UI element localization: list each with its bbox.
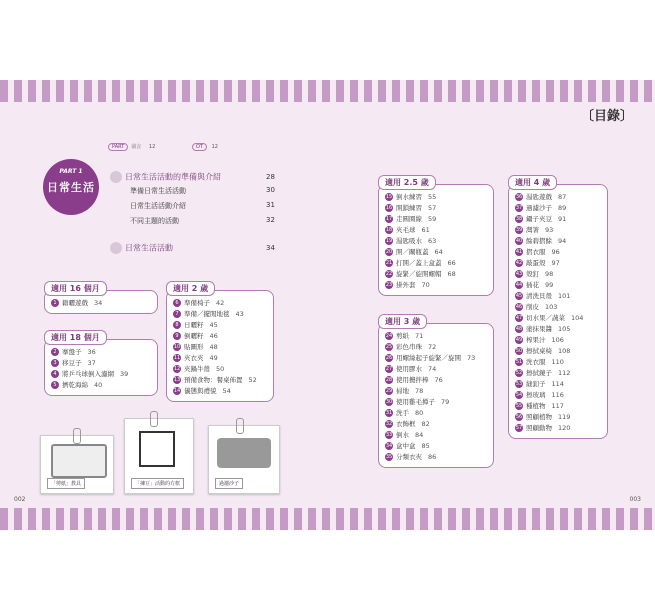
list-item[interactable] bbox=[385, 280, 487, 291]
group-box bbox=[378, 184, 494, 296]
item-number: 18 bbox=[385, 227, 393, 233]
item-title: 開／關瓶蓋 bbox=[396, 248, 429, 256]
intro-tag-page: 12 bbox=[148, 144, 156, 150]
book-spread bbox=[0, 80, 655, 530]
item-page: 93 bbox=[545, 226, 554, 234]
item-title: 使用膠水 bbox=[396, 365, 422, 373]
item-number: 13 bbox=[173, 377, 181, 383]
item-number: 31 bbox=[385, 410, 393, 416]
item-number: 15 bbox=[385, 194, 393, 200]
part-label: PART 1 bbox=[59, 168, 83, 175]
group-2-5y bbox=[378, 170, 494, 296]
list-item[interactable] bbox=[515, 269, 601, 280]
item-page: 39 bbox=[120, 370, 129, 378]
list-item[interactable] bbox=[51, 347, 151, 358]
item-number: 3 bbox=[51, 359, 59, 367]
list-item[interactable] bbox=[515, 335, 601, 346]
group-title: 適用 2.5 歲 bbox=[378, 175, 436, 190]
list-item[interactable] bbox=[385, 342, 487, 353]
list-item[interactable] bbox=[385, 236, 487, 247]
item-page: 34 bbox=[94, 299, 103, 307]
toc-head-1-text: 日常生活活動的準備與介紹 bbox=[125, 172, 221, 182]
item-page: 99 bbox=[545, 281, 554, 289]
list-item[interactable] bbox=[515, 302, 601, 313]
item-page: 101 bbox=[558, 292, 571, 300]
item-title: 倒曬籽 bbox=[184, 332, 204, 340]
item-title: 搴盤子 bbox=[62, 348, 82, 356]
item-number: 17 bbox=[385, 216, 393, 222]
item-number: 22 bbox=[385, 271, 393, 277]
item-number: 20 bbox=[385, 249, 393, 255]
item-title: 插花 bbox=[526, 281, 539, 289]
item-title: 籍曬遊戲 bbox=[62, 299, 88, 307]
group-title: 適用 3 歲 bbox=[378, 314, 427, 329]
group-3y bbox=[378, 309, 494, 468]
item-number: 41 bbox=[515, 249, 523, 255]
list-item[interactable] bbox=[515, 324, 601, 335]
group-2y bbox=[166, 276, 274, 402]
list-item[interactable] bbox=[515, 291, 601, 302]
item-number: 11 bbox=[173, 355, 181, 361]
sand-tray-image bbox=[217, 438, 271, 468]
item-title: 塗抹果醬 bbox=[526, 325, 552, 333]
list-item[interactable] bbox=[385, 452, 487, 463]
toc-head-1[interactable] bbox=[110, 171, 221, 183]
item-page: 84 bbox=[415, 431, 424, 439]
item-title: 日曬籽 bbox=[184, 321, 204, 329]
item-page: 96 bbox=[551, 248, 560, 256]
item-title: 照顧動物 bbox=[526, 424, 552, 432]
item-title: 清洗貝殼 bbox=[526, 292, 552, 300]
item-page: 48 bbox=[209, 343, 218, 351]
item-title: 夾衣夾 bbox=[184, 354, 204, 362]
item-number: 32 bbox=[385, 421, 393, 427]
item-page: 66 bbox=[447, 259, 456, 267]
toc-row-4-text: 不同主題的活動 bbox=[130, 217, 179, 225]
item-number: 45 bbox=[515, 293, 523, 299]
item-number: 26 bbox=[385, 355, 393, 361]
list-item[interactable] bbox=[173, 386, 267, 397]
list-item[interactable] bbox=[173, 320, 267, 331]
item-page: 86 bbox=[428, 453, 437, 461]
item-number: 4 bbox=[51, 370, 59, 378]
item-number: 42 bbox=[515, 260, 523, 266]
list-item[interactable] bbox=[385, 203, 487, 214]
item-title: 打開／蓋上盒蓋 bbox=[396, 259, 442, 267]
item-page: 103 bbox=[545, 303, 558, 311]
item-page: 70 bbox=[421, 281, 430, 289]
list-item[interactable] bbox=[515, 313, 601, 324]
item-page: 71 bbox=[415, 332, 424, 340]
item-number: 10 bbox=[173, 344, 181, 350]
item-title: 擦拭鏡子 bbox=[526, 369, 552, 377]
toc-head-1-page: 28 bbox=[266, 173, 275, 181]
intro-tag[interactable] bbox=[108, 143, 155, 151]
item-title: 縫釦子 bbox=[526, 380, 546, 388]
group-title: 適用 4 歲 bbox=[508, 175, 557, 190]
item-page: 112 bbox=[558, 369, 571, 377]
item-page: 64 bbox=[434, 248, 443, 256]
item-number: 6 bbox=[173, 299, 181, 307]
item-page: 94 bbox=[558, 237, 567, 245]
item-number: 49 bbox=[515, 337, 523, 343]
item-title: 旋緊／旋開螺帽 bbox=[396, 270, 442, 278]
item-number: 48 bbox=[515, 326, 523, 332]
item-page: 80 bbox=[415, 409, 424, 417]
list-item[interactable] bbox=[385, 353, 487, 364]
list-item[interactable] bbox=[515, 368, 601, 379]
item-page: 108 bbox=[558, 347, 571, 355]
item-title: 摺衣服 bbox=[526, 248, 546, 256]
list-item[interactable] bbox=[385, 247, 487, 258]
item-page: 97 bbox=[551, 259, 560, 267]
item-page: 110 bbox=[551, 358, 564, 366]
item-title: 夾毛球 bbox=[396, 226, 416, 234]
ot-tag-label: OT bbox=[192, 143, 207, 151]
list-item[interactable] bbox=[385, 258, 487, 269]
list-item[interactable] bbox=[173, 353, 267, 364]
paperclip-icon bbox=[236, 418, 244, 434]
part-badge bbox=[43, 159, 99, 215]
item-page: 42 bbox=[216, 299, 225, 307]
top-stripe bbox=[0, 80, 655, 102]
group-title: 適用 16 個月 bbox=[44, 281, 107, 296]
item-page: 45 bbox=[209, 321, 218, 329]
list-item[interactable] bbox=[173, 298, 267, 309]
item-number: 9 bbox=[173, 332, 181, 340]
item-title: 盒中盒 bbox=[396, 442, 416, 450]
page-number-left: 002 bbox=[14, 496, 26, 503]
item-number: 35 bbox=[385, 454, 393, 460]
list-item[interactable] bbox=[515, 357, 601, 368]
item-page: 91 bbox=[558, 215, 567, 223]
item-page: 82 bbox=[421, 420, 430, 428]
item-page: 50 bbox=[216, 365, 225, 373]
item-number: 27 bbox=[385, 366, 393, 372]
item-page: 114 bbox=[551, 380, 564, 388]
item-number: 19 bbox=[385, 238, 393, 244]
item-title: 倒水練習 bbox=[396, 193, 422, 201]
item-number: 47 bbox=[515, 315, 523, 321]
list-item[interactable] bbox=[515, 423, 601, 434]
list-item[interactable] bbox=[385, 331, 487, 342]
list-item[interactable] bbox=[51, 369, 151, 380]
list-item[interactable] bbox=[385, 225, 487, 236]
item-title: 榨果汁 bbox=[526, 336, 546, 344]
toc-row-3-text: 日常生活活動介紹 bbox=[130, 202, 186, 210]
item-title: 用螺絲起子旋緊／旋開 bbox=[396, 354, 461, 362]
item-number: 54 bbox=[515, 392, 523, 398]
item-title: 準備／擺閒地毯 bbox=[184, 310, 230, 318]
item-page: 98 bbox=[545, 270, 554, 278]
ot-tag-page: 12 bbox=[211, 144, 218, 150]
list-item[interactable] bbox=[385, 386, 487, 397]
list-item[interactable] bbox=[515, 258, 601, 269]
item-page: 59 bbox=[428, 215, 437, 223]
item-page: 37 bbox=[87, 359, 96, 367]
list-item[interactable] bbox=[515, 247, 601, 258]
group-16m bbox=[44, 276, 158, 314]
item-title: 預備食物：餐桌佈置 bbox=[184, 376, 243, 384]
item-title: 掛外套 bbox=[396, 281, 416, 289]
list-item[interactable] bbox=[515, 412, 601, 423]
toc-head-2-page: 34 bbox=[266, 244, 275, 252]
list-item[interactable] bbox=[385, 364, 487, 375]
list-item[interactable] bbox=[515, 379, 601, 390]
toc-row-3[interactable] bbox=[130, 201, 186, 211]
item-number: 21 bbox=[385, 260, 393, 266]
toc-head-2[interactable] bbox=[110, 242, 173, 254]
group-box bbox=[508, 184, 608, 439]
list-item[interactable] bbox=[51, 358, 151, 369]
page-number-right: 003 bbox=[629, 496, 641, 503]
group-title: 適用 18 個月 bbox=[44, 330, 107, 345]
item-number: 52 bbox=[515, 370, 523, 376]
item-number: 55 bbox=[515, 403, 523, 409]
item-number: 33 bbox=[385, 432, 393, 438]
item-number: 56 bbox=[515, 414, 523, 420]
item-page: 68 bbox=[447, 270, 456, 278]
list-item[interactable] bbox=[515, 390, 601, 401]
item-number: 30 bbox=[385, 399, 393, 405]
list-item[interactable] bbox=[515, 225, 601, 236]
item-title: 剪紙 bbox=[396, 332, 409, 340]
list-item[interactable] bbox=[173, 375, 267, 386]
item-number: 23 bbox=[385, 282, 393, 288]
item-number: 34 bbox=[385, 443, 393, 449]
list-item[interactable] bbox=[385, 375, 487, 386]
toc-row-2-text: 準備日常生活活動 bbox=[130, 187, 186, 195]
item-number: 50 bbox=[515, 348, 523, 354]
list-item[interactable] bbox=[51, 298, 151, 309]
toc-row-2-page: 30 bbox=[266, 186, 275, 194]
list-item[interactable] bbox=[515, 401, 601, 412]
list-item[interactable] bbox=[51, 380, 151, 391]
item-number: 29 bbox=[385, 388, 393, 394]
photo-caption: 過濾沙子 bbox=[215, 478, 243, 489]
item-number: 43 bbox=[515, 271, 523, 277]
ot-tag[interactable] bbox=[192, 143, 218, 151]
item-title: 擠乾海綿 bbox=[62, 381, 88, 389]
item-number: 39 bbox=[515, 227, 523, 233]
item-title: 餘碧摺餘 bbox=[526, 237, 552, 245]
part-name: 日常生活 bbox=[47, 181, 95, 194]
item-page: 120 bbox=[558, 424, 571, 432]
group-box bbox=[166, 290, 274, 402]
item-page: 49 bbox=[209, 354, 218, 362]
item-page: 78 bbox=[415, 387, 424, 395]
item-title: 照顧植物 bbox=[526, 413, 552, 421]
list-item[interactable] bbox=[385, 397, 487, 408]
page-title: 〔目錄〕 bbox=[580, 109, 633, 124]
item-number: 2 bbox=[51, 348, 59, 356]
item-title: 儀態與禮貌 bbox=[184, 387, 217, 395]
item-number: 44 bbox=[515, 282, 523, 288]
item-number: 38 bbox=[515, 216, 523, 222]
item-number: 37 bbox=[515, 205, 523, 211]
list-item[interactable] bbox=[173, 364, 267, 375]
list-item[interactable] bbox=[515, 192, 601, 203]
item-title: 掃地 bbox=[396, 387, 409, 395]
list-item[interactable] bbox=[385, 269, 487, 280]
item-number: 5 bbox=[51, 381, 59, 389]
item-title: 倒水 bbox=[396, 431, 409, 439]
item-number: 12 bbox=[173, 366, 181, 372]
item-page: 79 bbox=[441, 398, 450, 406]
list-item[interactable] bbox=[385, 430, 487, 441]
item-title: 開鎖練習 bbox=[396, 204, 422, 212]
item-title: 將乒乓球倒入濾網 bbox=[62, 370, 114, 378]
item-title: 過濾沙子 bbox=[526, 204, 552, 212]
item-page: 43 bbox=[235, 310, 244, 318]
item-title: 使用雞毛撢子 bbox=[396, 398, 435, 406]
item-number: 53 bbox=[515, 381, 523, 387]
photo-caption: 「揀豆」活動的方框 bbox=[131, 478, 184, 489]
item-page: 116 bbox=[551, 391, 564, 399]
item-title: 鑷子夾豆 bbox=[526, 215, 552, 223]
list-item[interactable] bbox=[515, 236, 601, 247]
item-number: 25 bbox=[385, 344, 393, 350]
item-title: 灣箸 bbox=[526, 226, 539, 234]
item-title: 種植物 bbox=[526, 402, 546, 410]
item-number: 28 bbox=[385, 377, 393, 383]
toc-row-3-page: 31 bbox=[266, 201, 275, 209]
item-number: 7 bbox=[173, 310, 181, 318]
item-number: 8 bbox=[173, 321, 181, 329]
item-page: 73 bbox=[467, 354, 476, 362]
bottom-stripe bbox=[0, 508, 655, 530]
child-icon bbox=[110, 242, 122, 254]
photo-caption: 「剪紙」教具 bbox=[47, 478, 85, 489]
item-number: 16 bbox=[385, 205, 393, 211]
list-item[interactable] bbox=[385, 408, 487, 419]
item-page: 54 bbox=[222, 387, 231, 395]
item-page: 85 bbox=[421, 442, 430, 450]
item-page: 76 bbox=[434, 376, 443, 384]
group-title: 適用 2 歲 bbox=[166, 281, 215, 296]
item-page: 89 bbox=[558, 204, 567, 212]
list-item[interactable] bbox=[515, 346, 601, 357]
item-title: 擦拭桌椅 bbox=[526, 347, 552, 355]
item-page: 63 bbox=[428, 237, 437, 245]
list-item[interactable] bbox=[515, 280, 601, 291]
item-page: 87 bbox=[558, 193, 567, 201]
list-item[interactable] bbox=[385, 214, 487, 225]
group-box bbox=[44, 339, 158, 396]
item-title: 彩色串珠 bbox=[396, 343, 422, 351]
frame-image bbox=[139, 431, 175, 467]
list-item[interactable] bbox=[385, 441, 487, 452]
toc-row-2[interactable] bbox=[130, 186, 186, 196]
item-title: 準備椅子 bbox=[184, 299, 210, 307]
item-title: 湯匙遊戲 bbox=[526, 193, 552, 201]
group-4y bbox=[508, 170, 608, 439]
item-title: 使用攪拌棒 bbox=[396, 376, 429, 384]
item-page: 72 bbox=[428, 343, 437, 351]
item-title: 洗衣服 bbox=[526, 358, 546, 366]
toc-head-2-text: 日常生活活動 bbox=[125, 243, 173, 253]
list-item[interactable] bbox=[385, 192, 487, 203]
item-number: 51 bbox=[515, 359, 523, 365]
item-number: 1 bbox=[51, 299, 59, 307]
item-number: 14 bbox=[173, 388, 181, 394]
item-page: 106 bbox=[551, 336, 564, 344]
list-item[interactable] bbox=[385, 419, 487, 430]
item-title: 走圓圈線 bbox=[396, 215, 422, 223]
item-title: 削皮 bbox=[526, 303, 539, 311]
item-page: 61 bbox=[421, 226, 430, 234]
item-page: 52 bbox=[248, 376, 257, 384]
item-title: 移豆子 bbox=[62, 359, 82, 367]
paperclip-icon bbox=[73, 428, 81, 444]
list-item[interactable] bbox=[515, 203, 601, 214]
group-18m bbox=[44, 325, 158, 396]
item-title: 殼釘 bbox=[526, 270, 539, 278]
item-title: 切水果／蔬菜 bbox=[526, 314, 565, 322]
list-item[interactable] bbox=[173, 331, 267, 342]
photo-beans bbox=[124, 418, 194, 494]
item-page: 46 bbox=[209, 332, 218, 340]
toc-row-4[interactable] bbox=[130, 216, 179, 226]
item-title: 敲蛋殼 bbox=[526, 259, 546, 267]
item-title: 擦玻璃 bbox=[526, 391, 546, 399]
list-item[interactable] bbox=[173, 309, 267, 320]
child-icon bbox=[110, 171, 122, 183]
tray-image bbox=[51, 444, 107, 478]
list-item[interactable] bbox=[515, 214, 601, 225]
item-number: 24 bbox=[385, 333, 393, 339]
item-number: 40 bbox=[515, 238, 523, 244]
item-page: 40 bbox=[94, 381, 103, 389]
item-page: 119 bbox=[558, 413, 571, 421]
item-page: 55 bbox=[428, 193, 437, 201]
item-title: 湯匙吸水 bbox=[396, 237, 422, 245]
photo-sand bbox=[208, 425, 280, 494]
item-title: 衣飾框 bbox=[396, 420, 416, 428]
item-number: 36 bbox=[515, 194, 523, 200]
item-number: 46 bbox=[515, 304, 523, 310]
intro-tag-label: PART bbox=[108, 143, 128, 151]
item-number: 57 bbox=[515, 425, 523, 431]
item-page: 104 bbox=[571, 314, 584, 322]
item-page: 57 bbox=[428, 204, 437, 212]
list-item[interactable] bbox=[173, 342, 267, 353]
item-title: 夾鍋牛殼 bbox=[184, 365, 210, 373]
item-page: 105 bbox=[558, 325, 571, 333]
paperclip-icon bbox=[150, 411, 158, 427]
item-title: 洗手 bbox=[396, 409, 409, 417]
item-title: 分類衣夾 bbox=[396, 453, 422, 461]
toc-row-4-page: 32 bbox=[266, 216, 275, 224]
item-title: 貼圖形 bbox=[184, 343, 204, 351]
group-box bbox=[378, 323, 494, 468]
intro-tag-text: 前言 bbox=[131, 144, 142, 150]
item-page: 36 bbox=[87, 348, 96, 356]
item-page: 74 bbox=[428, 365, 437, 373]
item-page: 117 bbox=[551, 402, 564, 410]
